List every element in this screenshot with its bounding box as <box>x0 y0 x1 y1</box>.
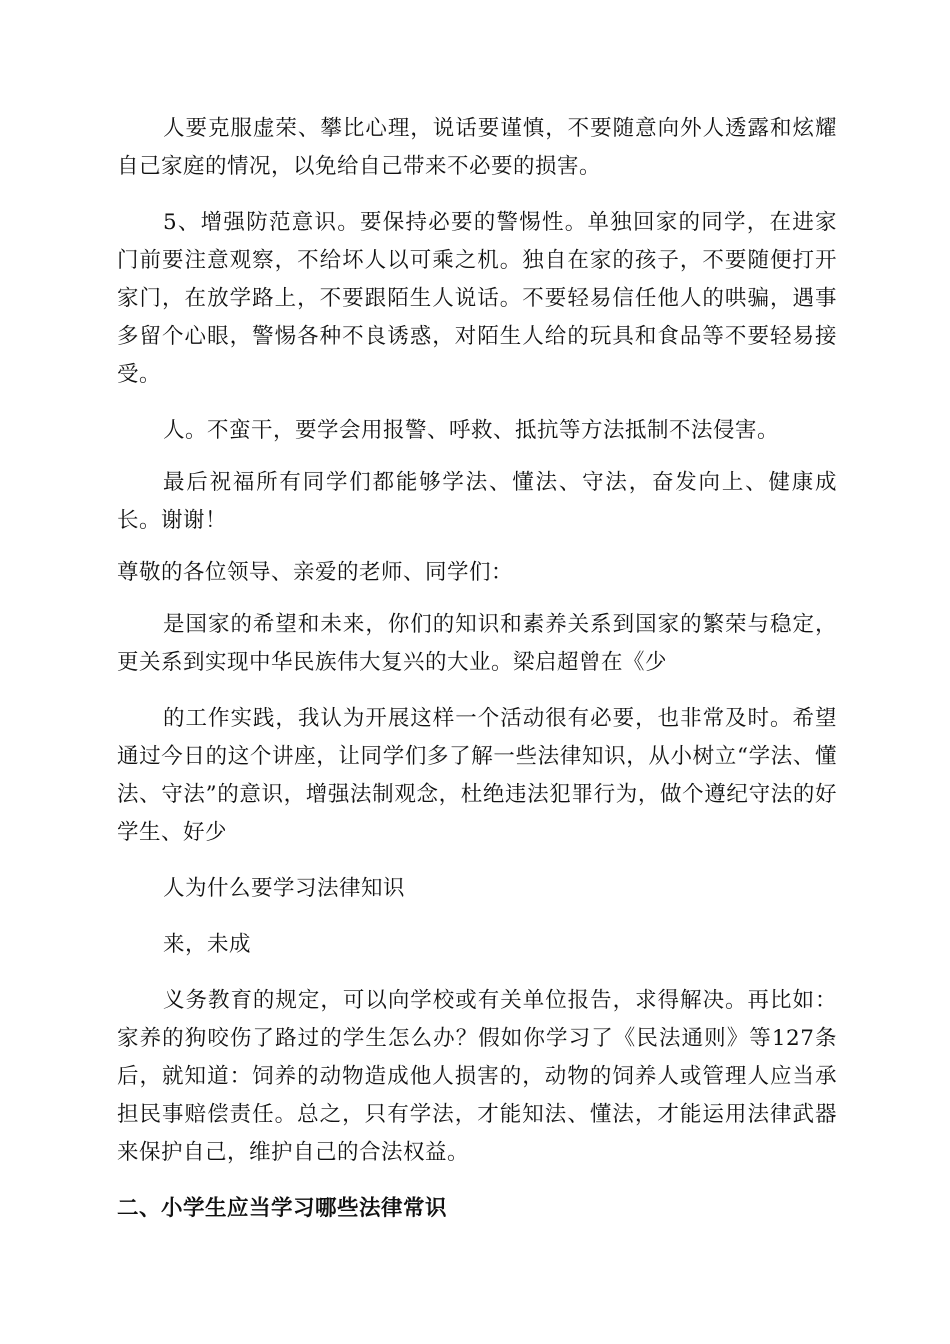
paragraph-why-learn-law: 人为什么要学习法律知识 <box>163 876 406 901</box>
paragraph-hope-future: 是国家的希望和未来，你们的知识和素养关系到国家的繁荣与稳定，更关系到实现中华民族伟大复兴的大业。梁启超曾在《少 <box>117 612 837 675</box>
paragraph-safety-awareness: 5、增强防范意识。要保持必要的警惕性。单独回家的同学，在进家门前要注意观察，不给坏人以可乘之机。独自在家的孩子，不要随便打开家门，在放学路上，不要跟陌生人说话。不要轻易信任他人的哄骗，遇事多留个心眼，警惕各种不良诱惑，对陌生人给的玩具和食品等不要轻易接受。 <box>117 210 837 387</box>
paragraph-closing-wishes: 最后祝福所有同学们都能够学法、懂法、守法，奋发向上、健康成长。谢谢！ <box>117 470 837 533</box>
paragraph-legal-examples: 义务教育的规定，可以向学校或有关单位报告，求得解决。再比如：家养的狗咬伤了路过的学生怎么办？假如你学习了《民法通则》等127条后，就知道：饲养的动物造成他人损害的，动物的饲养人或管理人应当承担民事赔偿责任。总之，只有学法，才能知法、懂法，才能运用法律武器来保护自己，维护自己的合法权益。 <box>117 988 837 1165</box>
paragraph-avoid-vanity: 人要克服虚荣、攀比心理，说话要谨慎，不要随意向外人透露和炫耀自己家庭的情况，以免给自己带来不必要的损害。 <box>117 116 837 179</box>
paragraph-lecture-purpose: 的工作实践，我认为开展这样一个活动很有必要，也非常及时。希望通过今日的这个讲座，让同学们多了解一些法律知识，从小树立“学法、懂法、守法”的意识，增强法制观念，杜绝违法犯罪行为，做个遵纪守法的好学生、好少 <box>117 706 837 845</box>
document-body <box>117 110 837 1228</box>
paragraph-resist-harm: 人。不蛮干，要学会用报警、呼救、抵抗等方法抵制不法侵害。 <box>163 418 780 443</box>
section-heading: 二、小学生应当学习哪些法律常识 <box>117 1196 448 1221</box>
paragraph-salutation: 尊敬的各位领导、亲爱的老师、同学们： <box>117 560 514 585</box>
paragraph-fragment: 来，未成 <box>163 932 252 957</box>
